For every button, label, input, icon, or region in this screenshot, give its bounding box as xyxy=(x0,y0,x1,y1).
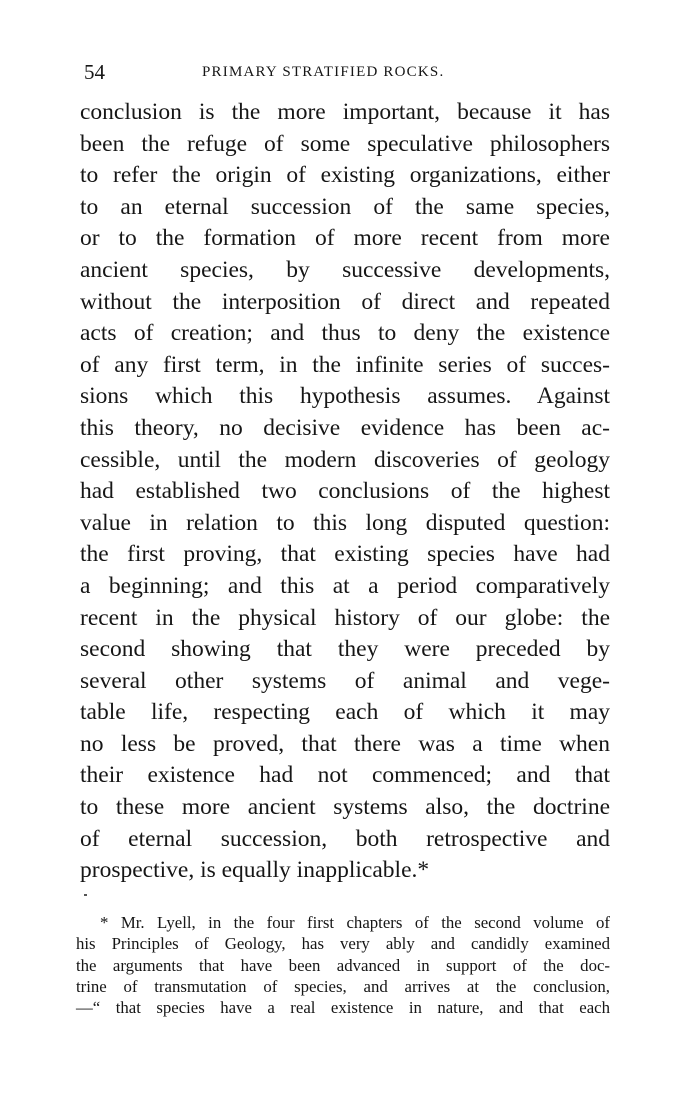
text-line: acts of creation; and thus to deny the existence xyxy=(80,320,610,347)
text-line: of any first term, in the infinite series of succes- xyxy=(80,351,610,378)
text-line: several other systems of animal and vege- xyxy=(80,667,610,694)
text-line: no less be proved, that there was a time when xyxy=(80,730,610,757)
text-line: value in relation to this long disputed question: xyxy=(80,509,610,536)
footnote-line: —“ that species have a real existence in nature, and that each xyxy=(76,998,610,1018)
stray-mark xyxy=(84,894,87,896)
text-line: the first proving, that existing species have had xyxy=(80,541,610,568)
text-line: to these more ancient systems also, the doctrine xyxy=(80,794,610,821)
text-line: to refer the origin of existing organizations, either xyxy=(80,162,610,189)
running-title: PRIMARY STRATIFIED ROCKS. xyxy=(202,64,445,80)
text-line: prospective, is equally inapplicable.* xyxy=(80,857,430,884)
page-header xyxy=(84,60,609,90)
text-line: of eternal succession, both retrospective and xyxy=(80,825,610,852)
body-text xyxy=(80,97,610,887)
text-line: been the refuge of some speculative philosophers xyxy=(80,130,610,157)
footnote-line: the arguments that have been advanced in support of the doc- xyxy=(76,955,610,975)
text-line: table life, respecting each of which it may xyxy=(80,699,610,726)
text-line: second showing that they were preceded by xyxy=(80,636,610,663)
footnote-line: his Principles of Geology, has very ably and candidly examined xyxy=(76,934,610,954)
text-line: a beginning; and this at a period comparatively xyxy=(80,572,610,599)
footnote xyxy=(76,912,610,1018)
text-line: without the interposition of direct and repeated xyxy=(80,288,610,315)
text-line: recent in the physical history of our globe: the xyxy=(80,604,610,631)
footnote-line: trine of transmutation of species, and arrives at the conclusion, xyxy=(76,976,610,996)
footnote-line: * Mr. Lyell, in the four first chapters of the second volume of xyxy=(100,913,610,932)
text-line: this theory, no decisive evidence has been ac- xyxy=(80,414,610,441)
page-number: 54 xyxy=(84,60,105,84)
text-line: sions which this hypothesis assumes. Against xyxy=(80,383,610,410)
text-line: cessible, until the modern discoveries of geology xyxy=(80,446,610,473)
text-line: to an eternal succession of the same species, xyxy=(80,193,610,220)
text-line: conclusion is the more important, because it has xyxy=(80,99,610,125)
text-line: ancient species, by successive developments, xyxy=(80,256,610,283)
text-line: or to the formation of more recent from more xyxy=(80,225,610,252)
text-line: their existence had not commenced; and that xyxy=(80,762,610,789)
text-line: had established two conclusions of the highest xyxy=(80,478,610,505)
